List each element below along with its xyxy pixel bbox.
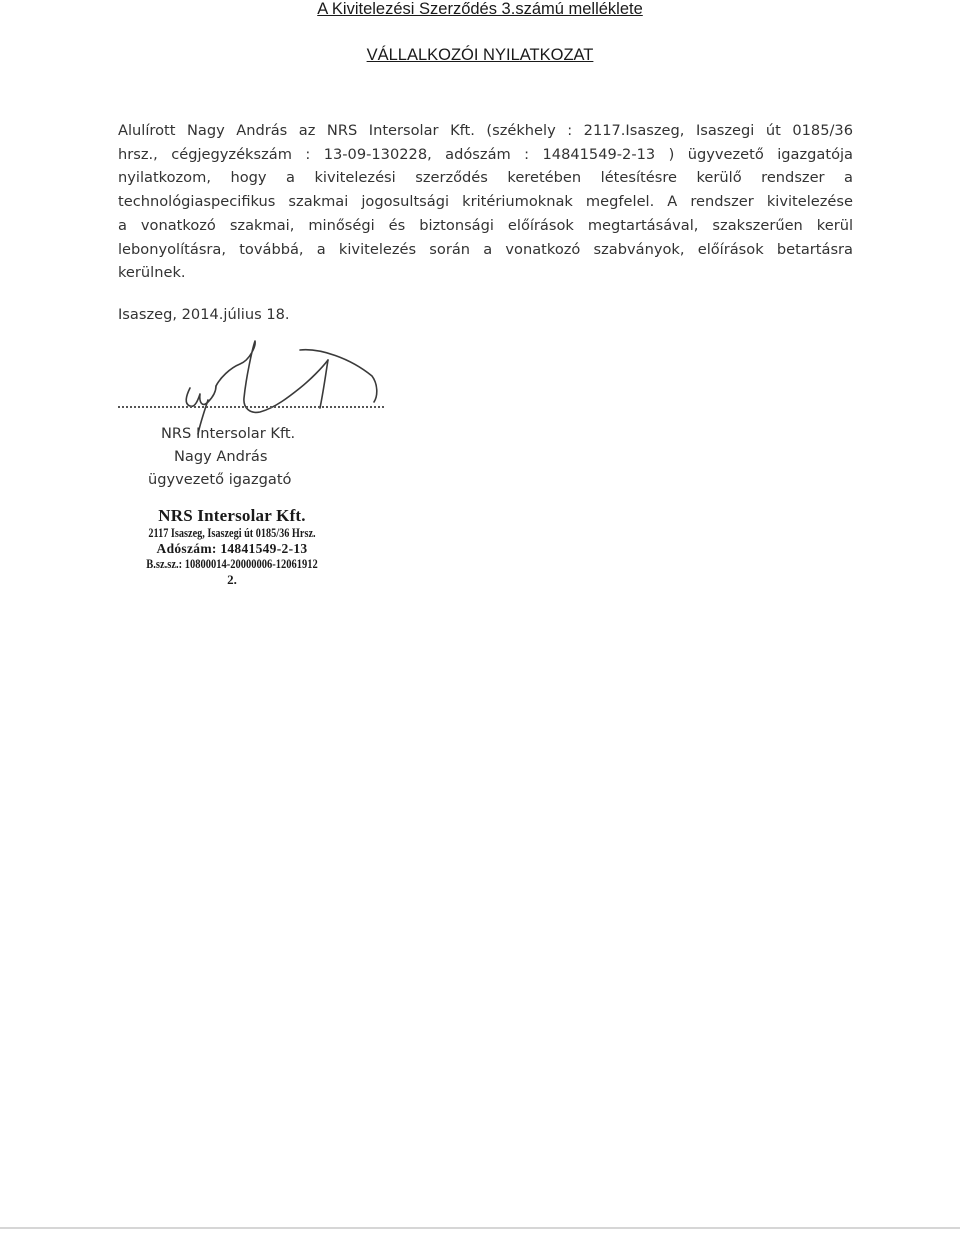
signer-name: Nagy András	[174, 448, 268, 465]
stamp-tax-number: Adószám: 14841549-2-13	[156, 541, 308, 556]
stamp-company-name: NRS Intersolar Kft.	[158, 506, 306, 525]
body-line: lebonyolításra, továbbá, a kivitelezés során a vonatkozó szabványok, előírások betartásra	[118, 240, 853, 258]
declaration-title: VÁLLALKOZÓI NYILATKOZAT	[366, 46, 594, 64]
signer-title: ügyvezető igazgató	[148, 471, 292, 488]
body-line: kerülnek.	[118, 264, 186, 282]
annex-title: A Kivitelezési Szerződés 3.számú melléklete	[317, 0, 643, 18]
scan-edge-line	[0, 1227, 960, 1229]
handwritten-signature	[160, 338, 390, 438]
place-and-date: Isaszeg, 2014.július 18.	[118, 306, 290, 323]
body-line: nyilatkozom, hogy a kivitelezési szerződés keretében létesítésre kerülő rendszer a	[118, 169, 853, 187]
company-stamp	[117, 506, 347, 587]
signature-line	[118, 406, 384, 408]
body-line: a vonatkozó szakmai, minőségi és biztonsági előírások megtartásával, szakszerűen kerül	[118, 216, 853, 234]
stamp-bank-account: B.sz.sz.: 10800014-20000006-12061912	[146, 557, 318, 571]
declaration-body	[118, 119, 853, 285]
stamp-address: 2117 Isaszeg, Isaszegi út 0185/36 Hrsz.	[148, 526, 316, 540]
body-line: hrsz., cégjegyzékszám : 13-09-130228, adószám : 14841549-2-13 ) ügyvezető igazgatója	[118, 145, 853, 163]
signer-company: NRS Intersolar Kft.	[161, 425, 296, 442]
body-line: Alulírott Nagy András az NRS Intersolar Kft. (székhely : 2117.Isaszeg, Isaszegi út 0185/36	[118, 122, 853, 139]
body-line: technológiaspecifikus szakmai jogosultsági kritériumoknak megfelel. A rendszer kivitelezése	[118, 193, 853, 211]
stamp-number: 2.	[227, 572, 237, 587]
